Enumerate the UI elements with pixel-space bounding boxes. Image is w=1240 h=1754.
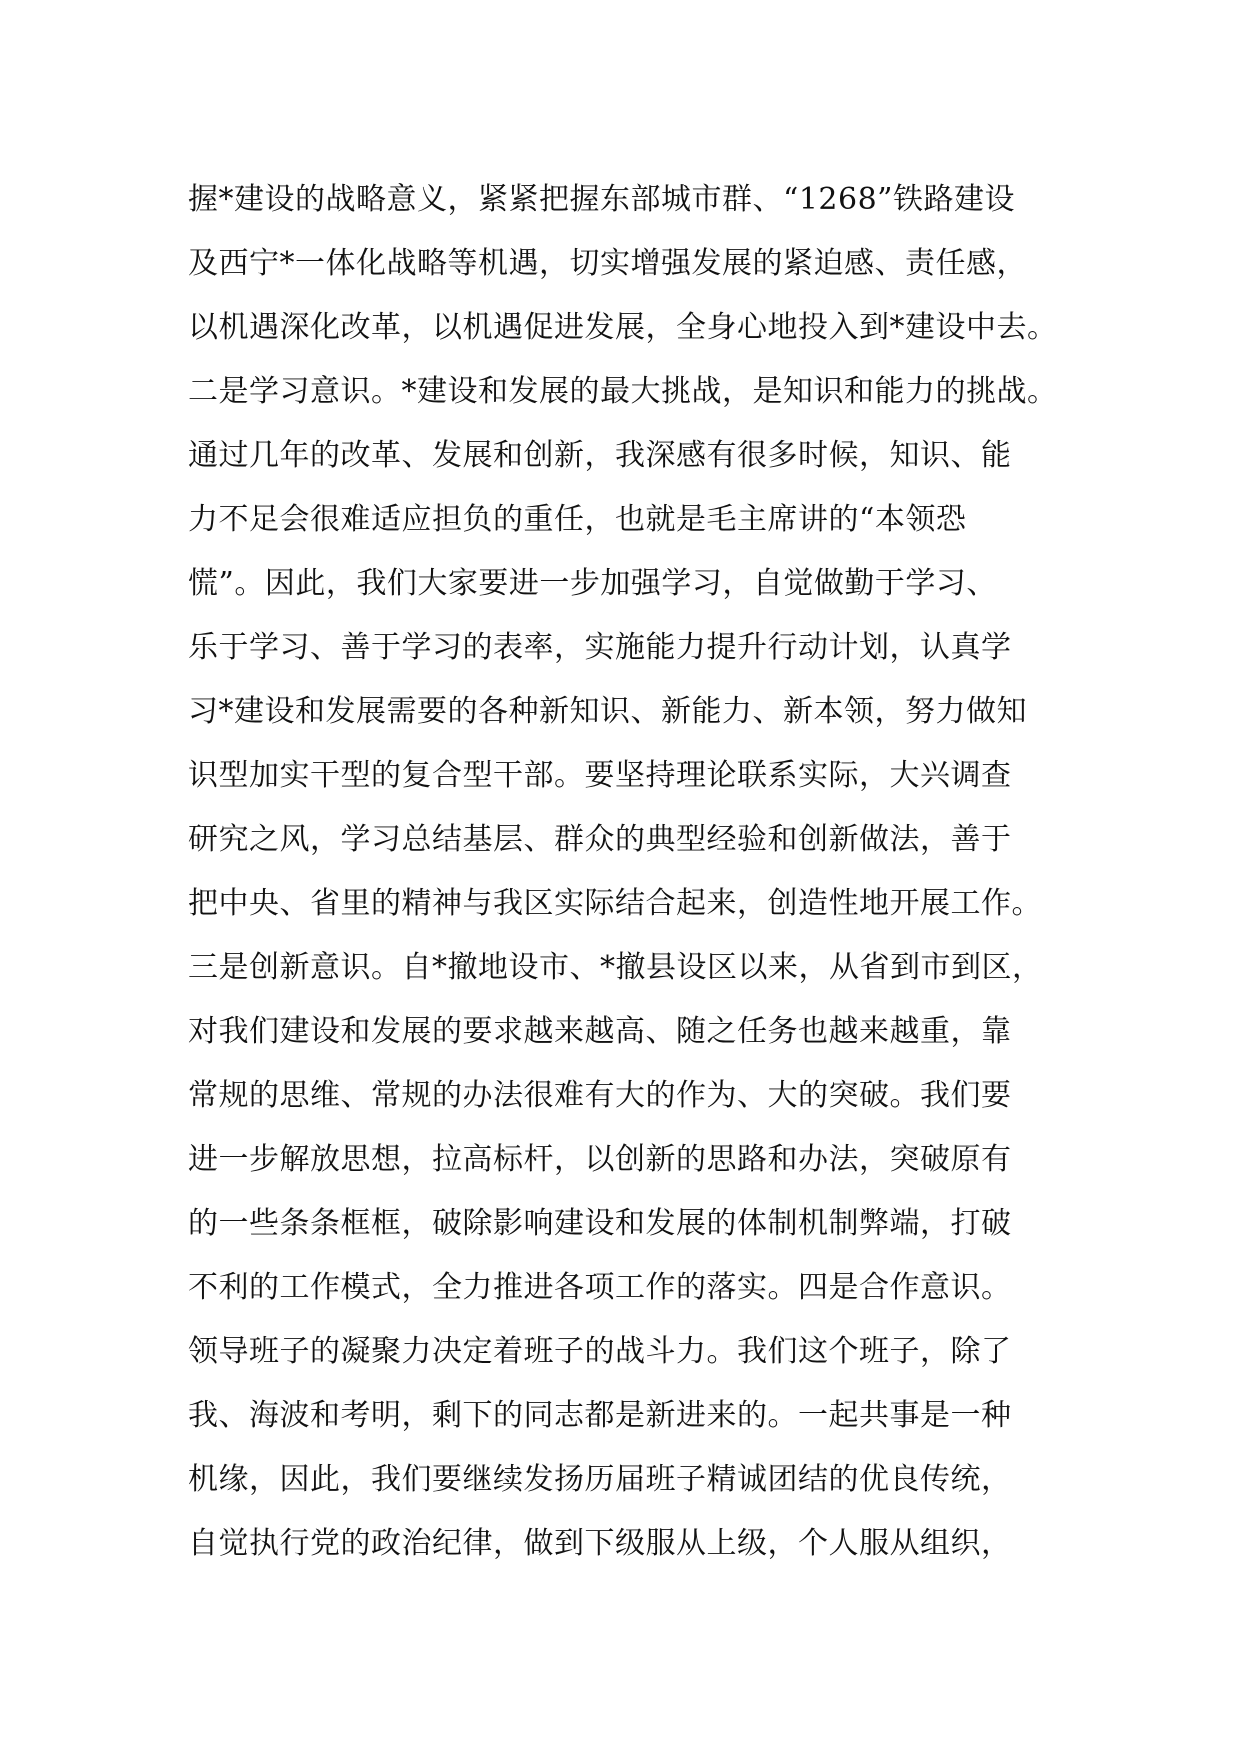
text-line: 的一些条条框框，破除影响建设和发展的体制机制弊端，打破 <box>188 1206 1012 1241</box>
text-line: 领导班子的凝聚力决定着班子的战斗力。我们这个班子，除了 <box>188 1334 1012 1369</box>
text-line: 三是创新意识。自*撤地设市、*撤县设区以来，从省到市到区， <box>188 950 1043 985</box>
text-line: 识型加实干型的复合型干部。要坚持理论联系实际，大兴调查 <box>188 758 1012 793</box>
text-line: 慌”。因此，我们大家要进一步加强学习，自觉做勤于学习、 <box>188 566 997 601</box>
text-line: 及西宁*一体化战略等机遇，切实增强发展的紧迫感、责任感， <box>188 246 1027 281</box>
text-line: 对我们建设和发展的要求越来越高、随之任务也越来越重，靠 <box>188 1014 1012 1049</box>
text-line: 我、海波和考明，剩下的同志都是新进来的。一起共事是一种 <box>188 1398 1012 1433</box>
text-line: 把中央、省里的精神与我区实际结合起来，创造性地开展工作。 <box>188 886 1042 921</box>
text-line: 通过几年的改革、发展和创新，我深感有很多时候，知识、能 <box>188 438 1012 473</box>
text-line: 不利的工作模式，全力推进各项工作的落实。四是合作意识。 <box>188 1270 1012 1305</box>
text-line: 以机遇深化改革，以机遇促进发展，全身心地投入到*建设中去。 <box>188 310 1058 345</box>
text-line: 机缘，因此，我们要继续发扬历届班子精诚团结的优良传统， <box>188 1462 1012 1497</box>
text-line: 研究之风，学习总结基层、群众的典型经验和创新做法，善于 <box>188 822 1012 857</box>
text-line: 自觉执行党的政治纪律，做到下级服从上级，个人服从组织， <box>188 1526 1012 1561</box>
text-line: 力不足会很难适应担负的重任，也就是毛主席讲的“本领恐 <box>188 502 967 537</box>
text-line: 常规的思维、常规的办法很难有大的作为、大的突破。我们要 <box>188 1078 1012 1113</box>
text-line: 乐于学习、善于学习的表率，实施能力提升行动计划，认真学 <box>188 630 1012 665</box>
text-line: 二是学习意识。*建设和发展的最大挑战，是知识和能力的挑战。 <box>188 374 1058 409</box>
text-line: 习*建设和发展需要的各种新知识、新能力、新本领，努力做知 <box>188 694 1027 729</box>
text-line: 进一步解放思想，拉高标杆，以创新的思路和办法，突破原有 <box>188 1142 1012 1177</box>
body-text <box>188 168 1088 1576</box>
text-line: 握*建设的战略意义，紧紧把握东部城市群、“1268”铁路建设 <box>188 182 1016 217</box>
